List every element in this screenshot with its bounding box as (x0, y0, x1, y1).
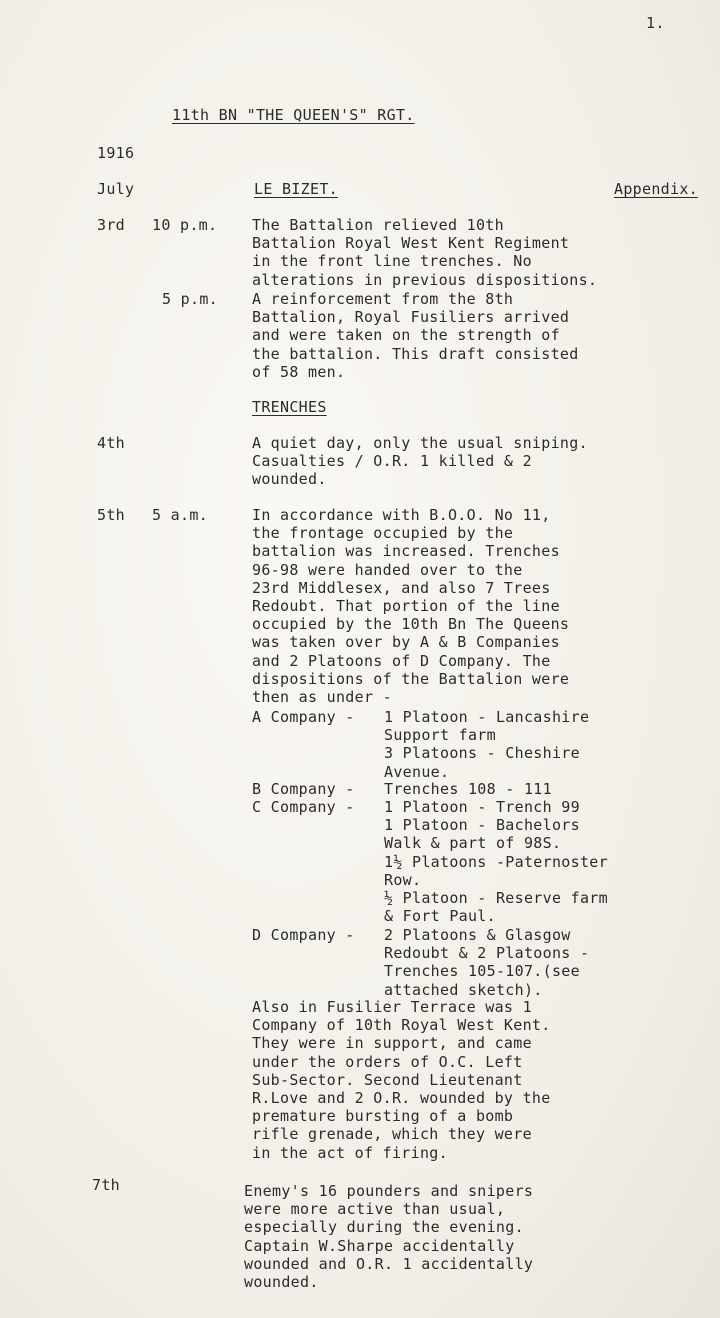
entry-time: 5 a.m. (152, 506, 208, 524)
trenches-heading: TRENCHES (252, 398, 327, 416)
company-disposition: 2 Platoons & Glasgow Redoubt & 2 Platoons - Trenches 105-107.(see attached sketch). (384, 926, 590, 999)
entry-time: 5 p.m. (162, 290, 218, 308)
entry-date: 4th (97, 434, 125, 452)
entry-date: 3rd (97, 216, 125, 234)
entry-date: 7th (92, 1176, 120, 1194)
entry-date: 5th (97, 506, 125, 524)
page-heading: 11th BN "THE QUEEN'S" RGT. (172, 106, 415, 124)
company-disposition: 1 Platoon - Trench 99 1 Platoon - Bachelors Walk & part of 98S. 1½ Platoons -Paternoster Row. ½ Platoon - Reserve farm & Fort Paul. (384, 798, 608, 926)
entry-text: Enemy's 16 pounders and snipers were more active than usual, especially during the evening. Captain W.Sharpe accidentally wounded and O.R. 1 accidentally wounded. (244, 1182, 534, 1292)
company-label: A Company - (252, 708, 355, 726)
entry-text: The Battalion relieved 10th Battalion Royal West Kent Regiment in the front line trenches. No alterations in previous dispositions. (252, 216, 598, 289)
month: July (97, 180, 135, 198)
year: 1916 (97, 144, 135, 162)
appendix-heading: Appendix. (614, 180, 698, 198)
entry-text: A quiet day, only the usual sniping. Casualties / O.R. 1 killed & 2 wounded. (252, 434, 588, 489)
company-label: C Company - (252, 798, 355, 816)
company-disposition: 1 Platoon - Lancashire Support farm 3 Platoons - Cheshire Avenue. (384, 708, 590, 781)
location-heading: LE BIZET. (254, 180, 338, 198)
company-label: D Company - (252, 926, 355, 944)
entry-text: In accordance with B.O.O. No 11, the frontage occupied by the battalion was increased. Trenches 96-98 were handed over to the 23rd Middlesex, and also 7 Trees Redoubt. That portion of the line occupied by the 10th Bn The Queens was taken over by A & B Companies and 2 Platoons of D Company. The dispositions of the Battalion were then as under - (252, 506, 570, 707)
company-label: B Company - (252, 780, 355, 798)
entry-text: A reinforcement from the 8th Battalion, Royal Fusiliers arrived and were taken on the strength of the battalion. This draft consisted of 58 men. (252, 290, 579, 381)
entry-text: Also in Fusilier Terrace was 1 Company of 10th Royal West Kent. They were in support, and came under the orders of O.C. Left Sub-Sector. Second Lieutenant R.Love and 2 O.R. wounded by the premature bursting of a bomb rifle grenade, which they were in the act of firing. (252, 998, 551, 1162)
company-disposition: Trenches 108 - 111 (384, 780, 552, 798)
entry-time: 10 p.m. (152, 216, 218, 234)
page-number: 1. (646, 14, 665, 32)
